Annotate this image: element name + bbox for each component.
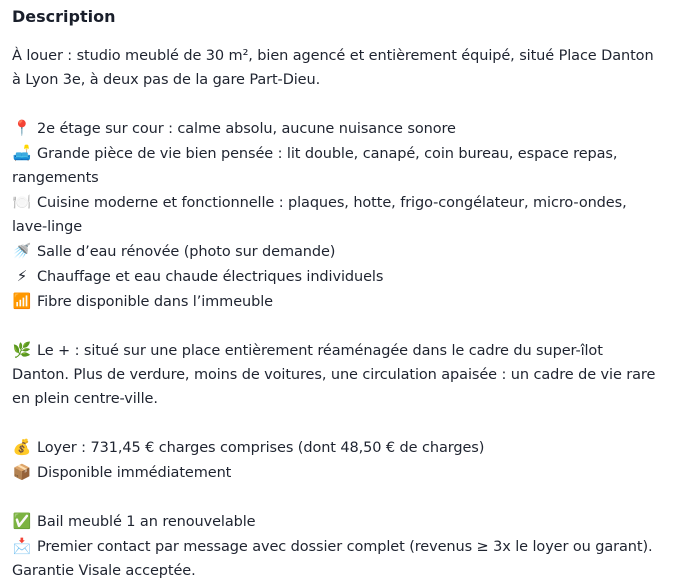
section-title: Description <box>12 7 116 26</box>
lease-text: Bail meublé 1 an renouvelable <box>37 514 256 530</box>
feature-item <box>12 190 662 239</box>
intro-paragraph: À louer : studio meublé de 30 m², bien agencé et entièrement équipé, situé Place Danton à Lyon 3e, à deux pas de la gare Part-Dieu. <box>12 48 654 88</box>
feature-text: Cuisine moderne et fonctionnelle : plaques, hotte, frigo-congélateur, micro-ondes, lave-linge <box>12 195 627 235</box>
feature-text: Fibre disponible dans l’immeuble <box>37 294 273 310</box>
features-list <box>12 116 662 314</box>
contact-text: Premier contact par message avec dossier complet (revenus ≥ 3x le loyer ou garant). Garantie Visale acceptée. <box>12 539 653 579</box>
description-body <box>12 44 662 583</box>
rent-text: Loyer : 731,45 € charges comprises (dont 48,50 € de charges) <box>37 440 485 456</box>
check-mark-icon: ✅ <box>12 512 32 530</box>
feature-text: 2e étage sur cour : calme absolu, aucune nuisance sonore <box>37 121 456 137</box>
plus-text: Le + : situé sur une place entièrement réaménagée dans le cadre du super-îlot Danton. Plus de verdure, moins de voitures, une circulation apaisée : un cadre de vie rare en plein centre-ville. <box>12 343 656 407</box>
lease-line <box>12 509 662 534</box>
round-pushpin-icon: 📍 <box>12 119 32 137</box>
envelope-arrow-icon: 📩 <box>12 537 32 555</box>
rent-line <box>12 435 662 460</box>
herb-icon: 🌿 <box>12 341 32 359</box>
shower-icon: 🚿 <box>12 242 32 260</box>
plus-paragraph <box>12 338 662 411</box>
plate-cutlery-icon: 🍽️ <box>12 193 32 211</box>
feature-text: Grande pièce de vie bien pensée : lit double, canapé, coin bureau, espace repas, rangements <box>12 146 618 186</box>
feature-item <box>12 264 662 289</box>
feature-item <box>12 116 662 141</box>
couch-icon: 🛋️ <box>12 144 32 162</box>
package-icon: 📦 <box>12 463 32 481</box>
feature-item <box>12 141 662 190</box>
feature-text: Chauffage et eau chaude électriques individuels <box>37 269 384 285</box>
feature-item <box>12 239 662 264</box>
signal-bars-icon: 📶 <box>12 292 32 310</box>
feature-text: Salle d’eau rénovée (photo sur demande) <box>37 244 336 260</box>
availability-text: Disponible immédiatement <box>37 465 232 481</box>
feature-item <box>12 289 662 314</box>
availability-line <box>12 460 662 485</box>
lightning-icon: ⚡ <box>16 267 28 285</box>
contact-line <box>12 534 662 583</box>
money-bag-icon: 💰 <box>12 438 32 456</box>
